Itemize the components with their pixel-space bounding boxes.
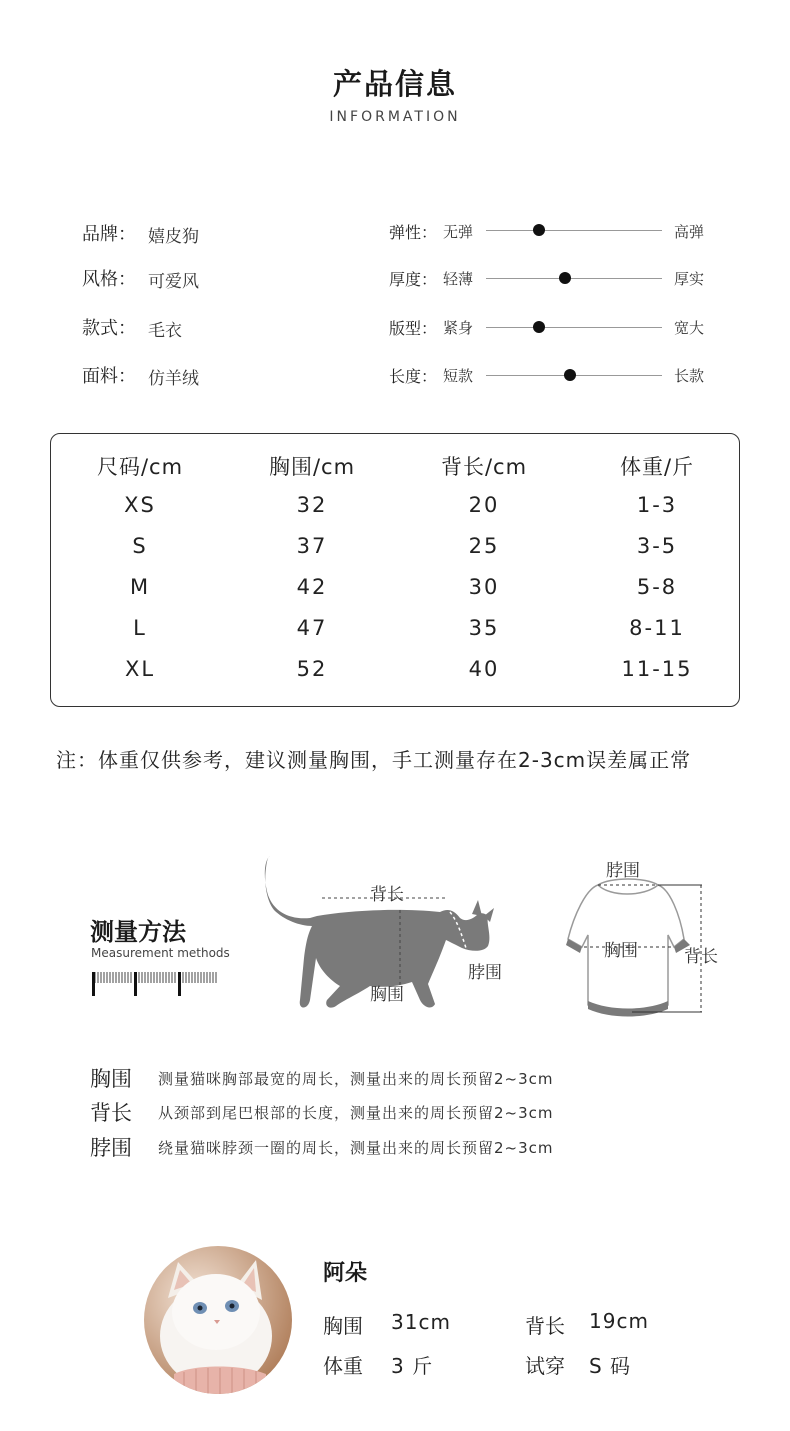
page-title: 产品信息 [332, 67, 457, 101]
description-text: 绕量猫咪脖颈一圈的周长，测量出来的周长预留2~3cm [158, 1139, 554, 1157]
info-label-fabric: 面料： [82, 366, 136, 387]
model-weight-value: 3 斤 [391, 1354, 434, 1378]
attr-label-elasticity: 弹性： [389, 223, 438, 242]
attr-min-fit: 紧身 [443, 319, 474, 337]
model-back-value: 19cm [589, 1309, 649, 1333]
size-table-cell: 37 [296, 534, 328, 558]
cat-label-back: 背长 [370, 885, 404, 905]
size-table-header-cell: 体重/斤 [619, 455, 695, 479]
page-subtitle: INFORMATION [329, 109, 461, 125]
size-table-header-cell: 背长/cm [440, 455, 528, 479]
size-table-cell: 52 [296, 657, 328, 681]
info-value-brand: 嬉皮狗 [148, 227, 199, 247]
info-label-style: 风格： [82, 269, 136, 290]
description-term: 背长 [90, 1101, 132, 1125]
cat-label-neck: 脖围 [468, 963, 502, 983]
size-table-cell: XL [124, 657, 156, 681]
slider-dot-thickness [559, 272, 571, 284]
size-table-cell: 30 [468, 575, 500, 599]
size-table-cell: 42 [296, 575, 328, 599]
size-table-cell: 25 [468, 534, 500, 558]
size-note: 注：体重仅供参考，建议测量胸围，手工测量存在2-3cm误差属正常 [56, 748, 692, 772]
shirt-label-chest: 胸围 [604, 941, 638, 961]
attr-label-length: 长度： [389, 367, 438, 386]
attr-min-length: 短款 [443, 367, 474, 385]
measurement-subtitle: Measurement methods [91, 946, 230, 960]
model-back-label: 背长 [525, 1314, 565, 1338]
description-term: 脖围 [90, 1136, 132, 1160]
model-weight-label: 体重 [323, 1354, 363, 1378]
slider-track-elasticity [486, 230, 662, 231]
size-table-header-cell: 胸围/cm [268, 455, 356, 479]
model-name: 阿朵 [323, 1261, 368, 1286]
attr-min-elasticity: 无弹 [443, 223, 474, 241]
model-size-value: S 码 [589, 1354, 632, 1378]
info-label-type: 款式： [82, 318, 136, 339]
description-text: 从颈部到尾巴根部的长度，测量出来的周长预留2~3cm [158, 1104, 554, 1122]
attr-max-fit: 宽大 [674, 319, 705, 337]
model-chest-value: 31cm [391, 1310, 451, 1334]
slider-dot-length [564, 369, 576, 381]
size-table-cell: M [129, 575, 151, 599]
size-table-cell: 3-5 [636, 534, 678, 558]
size-table-cell: 5-8 [636, 575, 678, 599]
size-table-cell: 8-11 [629, 616, 685, 640]
model-size-label: 试穿 [525, 1354, 565, 1378]
slider-dot-elasticity [533, 224, 545, 236]
attr-max-length: 长款 [674, 367, 705, 385]
slider-track-fit [486, 327, 662, 328]
shirt-diagram [560, 855, 730, 1020]
shirt-label-back: 背长 [684, 947, 718, 967]
cat-avatar [144, 1246, 292, 1394]
attr-label-thickness: 厚度： [389, 270, 438, 289]
size-table-cell: 20 [468, 493, 500, 517]
size-table-cell: 32 [296, 493, 328, 517]
size-table-header-cell: 尺码/cm [96, 455, 184, 479]
description-text: 测量猫咪胸部最宽的周长，测量出来的周长预留2~3cm [158, 1070, 554, 1088]
attr-label-fit: 版型： [389, 319, 438, 338]
info-value-style: 可爱风 [148, 272, 199, 292]
shirt-label-neck: 脖围 [606, 861, 640, 881]
attr-max-elasticity: 高弹 [674, 223, 705, 241]
model-chest-label: 胸围 [323, 1314, 363, 1338]
size-table-cell: 35 [468, 616, 500, 640]
info-value-type: 毛衣 [148, 321, 182, 341]
size-table-cell: 11-15 [621, 657, 693, 681]
attr-min-thickness: 轻薄 [443, 270, 474, 288]
attr-max-thickness: 厚实 [674, 270, 705, 288]
size-table-cell: L [133, 616, 147, 640]
slider-dot-fit [533, 321, 545, 333]
size-table-cell: XS [124, 493, 156, 517]
slider-track-thickness [486, 278, 662, 279]
info-label-brand: 品牌： [82, 224, 136, 245]
info-value-fabric: 仿羊绒 [148, 369, 199, 389]
cat-label-chest: 胸围 [370, 985, 404, 1005]
measurement-title: 测量方法 [90, 918, 186, 946]
size-table-cell: 1-3 [636, 493, 678, 517]
description-term: 胸围 [90, 1067, 132, 1091]
size-table-cell: 40 [468, 657, 500, 681]
ruler-icon [92, 969, 218, 997]
size-table-cell: S [132, 534, 148, 558]
size-table-cell: 47 [296, 616, 328, 640]
